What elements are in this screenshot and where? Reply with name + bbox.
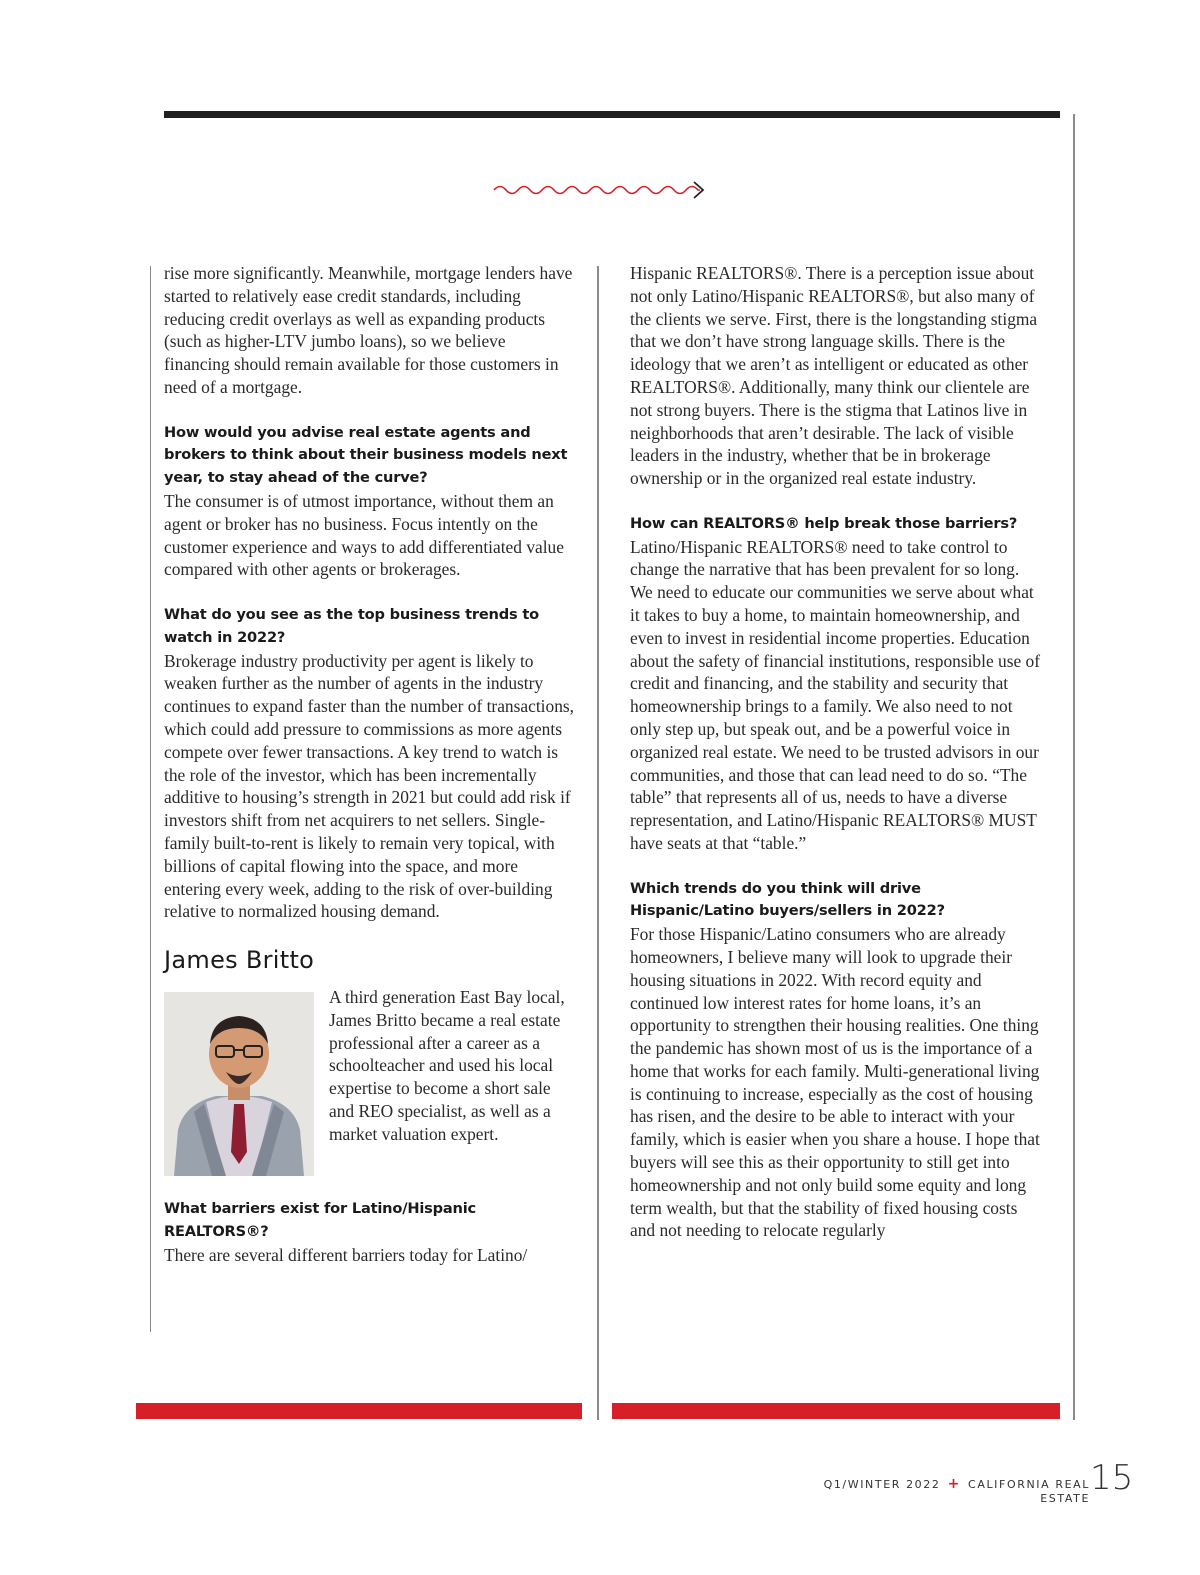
- body-paragraph: Hispanic REALTORS®. There is a perception issue about not only Latino/Hispanic REALTORS®, but also many of the clients we serve. First, there is the longstanding stigma that we don’t have strong language skills. There is the ideology that we aren’t as intelligent or educated as other REALTORS®. Additionally, many think our clientele are not strong buyers. There is the stigma that Latinos live in neighborhoods that aren’t desirable. The lack of visible leaders in the industry, whether that be in brokerage ownership or in the organized real estate industry.: [630, 263, 1038, 489]
- answer-paragraph: There are several different barriers today for Latino/: [164, 1244, 528, 1265]
- accent-bar-right: [612, 1403, 1060, 1419]
- question-heading: What do you see as the top business trends to watch in 2022?: [164, 605, 539, 646]
- answer-paragraph: For those Hispanic/Latino consumers who are already homeowners, I believe many will look to upgrade their housing situations in 2022. With record equity and continued low interest rates for home loans, it’s an opportunity to strengthen their housing realities. One thing the pandemic has shown most of us is the importance of a home that works for each family. Multi-generational living is continuing to increase, especially as the cost of housing has risen, and the desire to be able to interact with your family, which is easier when you share a house. I hope that buyers will see this as their opportunity to still get into homeownership and not only build some equity and long term wealth, but that the stability of fixed housing costs and not needing to relocate regularly: [630, 924, 1040, 1241]
- accent-bar-left: [136, 1403, 582, 1419]
- bio-text: A third generation East Bay local, James Britto became a real estate professional after a career as a schoolteacher and used his local expertise to become a short sale and REO specialist, as well as a market valuation expert.: [329, 986, 565, 1144]
- right-column: [630, 262, 1042, 1242]
- publication-name: CALIFORNIA REAL ESTATE: [968, 1478, 1090, 1505]
- answer-paragraph: Latino/Hispanic REALTORS® need to take control to change the narrative that has been prevalent for so long. We need to educate our communities we serve about what it takes to buy a home, to maintain homeownership, and even to invest in residential income properties. Education about the safety of financial institutions, responsible use of credit and financing, and the stability and security that homeownership brings to a family. We also need to not only step up, but speak out, and be a powerful voice in organized real estate. We need to be trusted advisors in our communities, and those that can lead need to do so. “The table” that represents all of us, needs to have a diverse representation, and Latino/Hispanic REALTORS® MUST have seats at that “table.”: [630, 536, 1041, 853]
- right-margin-rule: [1073, 114, 1075, 1420]
- bio-block: [164, 986, 574, 1192]
- answer-paragraph: Brokerage industry productivity per agent is likely to weaken further as the number of agents in the industry continues to expand faster than the number of transactions, which could add pressure to commissions as more agents compete over fewer transactions. A key trend to watch is the role of the investor, which has been incrementally additive to housing’s strength in 2021 but could add risk if investors shift from net acquirers to net sellers. Single-family built-to-rent is likely to remain very topical, with billions of capital flowing into the space, and more entering every week, adding to the risk of over-building relative to normalized housing demand.: [164, 650, 575, 922]
- body-paragraph: rise more significantly. Meanwhile, mortgage lenders have started to relatively ease credit standards, including reducing credit overlays as well as expanding products (such as higher-LTV jumbo loans), so we believe financing should remain available for those customers in need of a mortgage.: [164, 263, 573, 397]
- column-divider: [597, 266, 599, 1420]
- page-number: 15: [1090, 1458, 1134, 1498]
- issue-label: Q1/WINTER 2022: [823, 1478, 941, 1491]
- question-heading: How can REALTORS® help break those barriers?: [630, 514, 1018, 532]
- top-rule: [164, 111, 1060, 118]
- left-column: [164, 262, 574, 1266]
- person-name: James Britto: [164, 946, 315, 975]
- question-heading: How would you advise real estate agents and brokers to think about their business models next year, to stay ahead of the curve?: [164, 423, 568, 487]
- wavy-arrow-icon: [492, 178, 708, 200]
- question-heading: What barriers exist for Latino/Hispanic REALTORS®?: [164, 1199, 476, 1240]
- answer-paragraph: The consumer is of utmost importance, without them an agent or broker has no business. Focus intently on the customer experience and ways to add differentiated value compared with other agents or brokerages.: [164, 490, 564, 580]
- plus-icon: +: [947, 1476, 961, 1492]
- question-heading: Which trends do you think will drive Hispanic/Latino buyers/sellers in 2022?: [630, 879, 945, 920]
- portrait-photo: [164, 992, 314, 1176]
- left-margin-rule: [150, 266, 151, 1332]
- page-footer: [780, 1476, 1090, 1505]
